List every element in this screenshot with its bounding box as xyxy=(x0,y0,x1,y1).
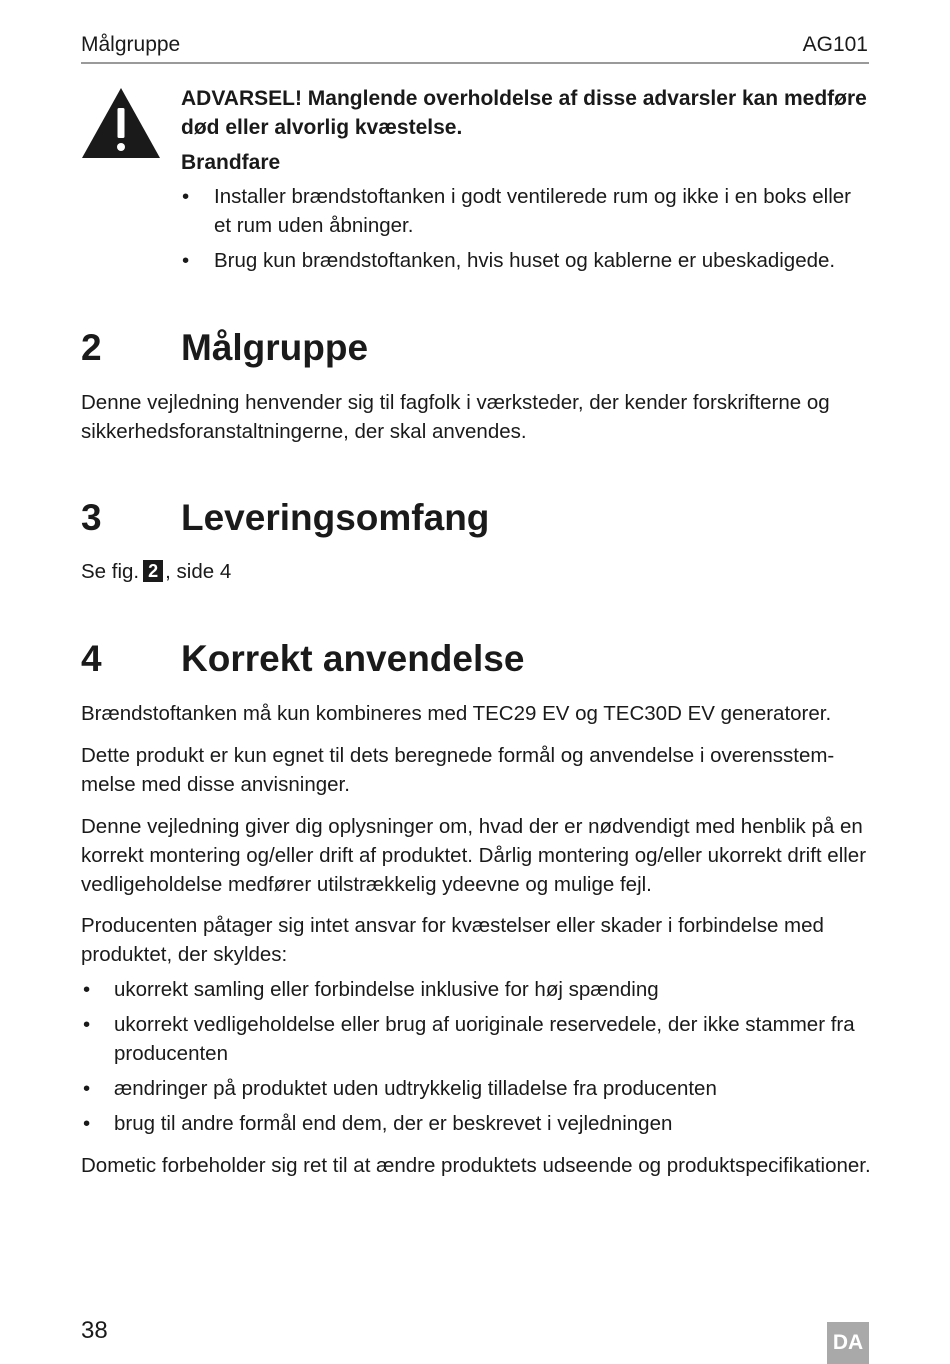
list-item: • ukorrekt samling eller forbindelse inklusive for høj spænding xyxy=(81,975,871,1004)
running-header-doc-code: AG101 xyxy=(802,33,868,56)
list-item: • Installer brændstoftanken i godt ventilerede rum og ikke i en boks eller et rum uden åbninger. xyxy=(181,182,871,240)
section-title: Leveringsomfang xyxy=(181,497,490,538)
warning-triangle-icon xyxy=(80,86,162,160)
list-item: • ukorrekt vedligeholdelse eller brug af uoriginale reservedele, der ikke stammer fra producenten xyxy=(81,1010,871,1068)
figure-number-badge: 2 xyxy=(143,560,163,582)
section-title: Målgruppe xyxy=(181,327,369,368)
section-number: 4 xyxy=(81,638,102,679)
figure-reference-suffix: , side 4 xyxy=(165,560,232,583)
section-title: Korrekt anvendelse xyxy=(181,638,525,679)
paragraph: Dette produkt er kun egnet til dets beregnede formål og anvendelse i overensstemmelse med disse anvisninger. xyxy=(81,744,835,796)
section-number: 2 xyxy=(81,327,102,368)
paragraph: Denne vejledning giver dig oplysninger om, hvad der er nødvendigt med henblik på en korrekt montering og/eller drift af produktet. Dårlig montering og/eller ukorrekt drift eller vedligeholdelse medfører utilstrækkelig ydeevne og mulige fejl. xyxy=(81,815,867,896)
liability-list xyxy=(81,975,871,1144)
paragraph: Denne vejledning henvender sig til fagfolk i værksteder, der kender forskrifterne og sikkerhedsforanstaltningerne, der skal anvendes. xyxy=(81,391,830,443)
warning-list xyxy=(181,182,871,281)
header-divider xyxy=(81,62,869,64)
paragraph: Brændstoftanken må kun kombineres med TEC29 EV og TEC30D EV generatorer. xyxy=(81,702,832,725)
paragraph: Dometic forbeholder sig ret til at ændre produktets udseende og produktspecifikationer. xyxy=(81,1154,871,1177)
paragraph: Producenten påtager sig intet ansvar for kvæstelser eller skader i forbindelse med produktet, der skyldes: xyxy=(81,914,824,966)
section-number: 3 xyxy=(81,497,102,538)
figure-reference xyxy=(81,557,871,586)
warning-title: ADVARSEL! Manglende overholdelse af disse advarsler kan medføre død eller alvorlig kvæstelse. xyxy=(181,87,867,139)
page-number: 38 xyxy=(81,1317,108,1344)
list-item: • brug til andre formål end dem, der er beskrevet i vejledningen xyxy=(81,1109,871,1138)
list-item: • Brug kun brændstoftanken, hvis huset og kablerne er ubeskadigede. xyxy=(181,246,871,275)
figure-reference-prefix: Se fig. xyxy=(81,560,140,583)
language-badge: DA xyxy=(827,1322,869,1364)
warning-subtitle: Brandfare xyxy=(181,151,281,174)
list-item: • ændringer på produktet uden udtrykkelig tilladelse fra producenten xyxy=(81,1074,871,1103)
running-header-section: Målgruppe xyxy=(81,33,181,56)
